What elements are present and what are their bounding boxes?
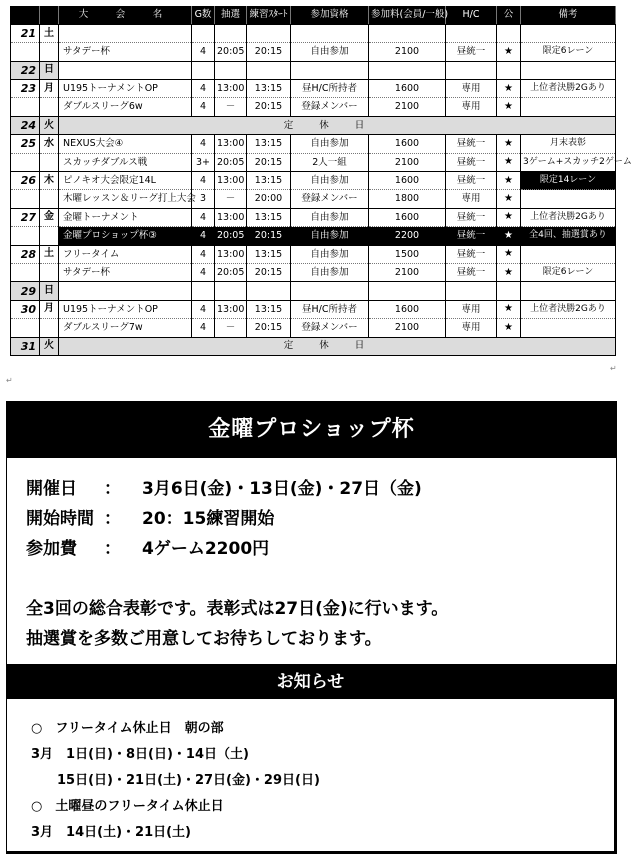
draw-time: 20:05 xyxy=(215,227,247,245)
practice-start: 20:00 xyxy=(247,190,291,208)
info-colon: ： xyxy=(104,539,121,559)
entry-fee: 2100 xyxy=(369,153,446,171)
practice-start: 20:15 xyxy=(247,263,291,281)
event-name xyxy=(59,282,192,300)
table-row xyxy=(11,245,616,263)
notice-message-1: 全3回の総合表彰です。表彰式は27日(金)に行います。 xyxy=(26,599,449,619)
oshirase-line: ○ 土曜昼のフリータイム休止日 xyxy=(31,799,224,814)
weekday: 日 xyxy=(40,282,59,300)
info-label: 開始時間 xyxy=(26,509,94,529)
handicap: 昼統一 xyxy=(446,172,497,190)
weekday xyxy=(40,98,59,116)
table-row xyxy=(11,190,616,208)
day-number xyxy=(11,98,40,116)
header-note: 備考 xyxy=(521,6,616,24)
day-number xyxy=(11,227,40,245)
event-name: フリータイム xyxy=(59,245,192,263)
note xyxy=(521,282,616,300)
header-weekday xyxy=(40,6,59,24)
header-games: G数 xyxy=(192,6,215,24)
info-label: 開催日 xyxy=(26,479,77,499)
handicap xyxy=(446,61,497,79)
draw-time: 13:00 xyxy=(215,208,247,226)
info-colon: ： xyxy=(104,479,121,499)
public-mark xyxy=(497,61,521,79)
info-value: 20：15練習開始 xyxy=(142,509,275,529)
practice-start: 13:15 xyxy=(247,208,291,226)
day-number xyxy=(11,319,40,337)
day-number: 21 xyxy=(11,24,40,42)
schedule-body xyxy=(11,24,632,355)
practice-start: 13:15 xyxy=(247,300,291,318)
weekday: 火 xyxy=(40,337,59,355)
public-mark: ★ xyxy=(497,43,521,61)
handicap: 昼統一 xyxy=(446,263,497,281)
draw-time: 20:05 xyxy=(215,263,247,281)
note: 限定14レーン xyxy=(521,172,616,190)
info-value: 4ゲーム2200円 xyxy=(142,539,270,559)
qualification xyxy=(291,24,369,42)
table-row xyxy=(11,116,616,134)
public-mark: ★ xyxy=(497,80,521,98)
note xyxy=(521,24,616,42)
note xyxy=(521,245,616,263)
entry-fee: 1600 xyxy=(369,135,446,153)
day-number: 25 xyxy=(11,135,40,153)
info-label: 参加費 xyxy=(26,539,77,559)
day-number: 23 xyxy=(11,80,40,98)
oshirase-title: お知らせ xyxy=(7,665,614,699)
practice-start xyxy=(247,282,291,300)
header-practice-start: 練習ｽﾀｰﾄ xyxy=(247,6,291,24)
entry-fee: 2100 xyxy=(369,319,446,337)
qualification: 自由参加 xyxy=(291,43,369,61)
table-row xyxy=(11,43,616,61)
handicap: 専用 xyxy=(446,98,497,116)
practice-start: 20:15 xyxy=(247,43,291,61)
weekday xyxy=(40,153,59,171)
note xyxy=(521,319,616,337)
event-name: ダブルスリーグ6w xyxy=(59,98,192,116)
schedule-table xyxy=(10,6,632,356)
table-row xyxy=(11,337,616,355)
note: 上位者決勝2Gあり xyxy=(521,300,616,318)
practice-start: 20:15 xyxy=(247,227,291,245)
draw-time xyxy=(215,24,247,42)
practice-start: 20:15 xyxy=(247,98,291,116)
handicap: 専用 xyxy=(446,80,497,98)
paragraph-mark: ↵ xyxy=(610,364,617,373)
weekday xyxy=(40,227,59,245)
oshirase-line: 3月 1日(日)・8日(日)・14日（土) xyxy=(31,747,249,762)
draw-time: 20:05 xyxy=(215,43,247,61)
note: 限定6レーン xyxy=(521,43,616,61)
event-name: ダブルスリーグ7w xyxy=(59,319,192,337)
notice-box xyxy=(6,401,617,665)
games-count xyxy=(192,24,215,42)
weekday: 土 xyxy=(40,245,59,263)
weekday: 月 xyxy=(40,300,59,318)
table-row xyxy=(11,80,616,98)
table-row xyxy=(11,227,616,245)
day-number xyxy=(11,263,40,281)
draw-time: 20:05 xyxy=(215,153,247,171)
draw-time xyxy=(215,61,247,79)
weekday: 水 xyxy=(40,135,59,153)
games-count: 3+ xyxy=(192,153,215,171)
table-row xyxy=(11,300,616,318)
handicap: 昼統一 xyxy=(446,245,497,263)
public-mark: ★ xyxy=(497,172,521,190)
note: 限定6レーン xyxy=(521,263,616,281)
qualification xyxy=(291,61,369,79)
note: 3ゲーム+スカッチ2ゲーム xyxy=(521,153,616,171)
entry-fee: 2100 xyxy=(369,98,446,116)
games-count xyxy=(192,282,215,300)
header-day xyxy=(11,6,40,24)
games-count: 4 xyxy=(192,227,215,245)
handicap xyxy=(446,282,497,300)
practice-start xyxy=(247,24,291,42)
practice-start: 13:15 xyxy=(247,80,291,98)
qualification: 昼H/C所持者 xyxy=(291,80,369,98)
practice-start xyxy=(247,61,291,79)
entry-fee: 2200 xyxy=(369,227,446,245)
table-header-row xyxy=(11,6,616,24)
draw-time: 13:00 xyxy=(215,245,247,263)
public-mark xyxy=(497,282,521,300)
day-number: 29 xyxy=(11,282,40,300)
day-number: 26 xyxy=(11,172,40,190)
public-mark: ★ xyxy=(497,263,521,281)
games-count xyxy=(192,61,215,79)
note: 月末表彰 xyxy=(521,135,616,153)
event-name xyxy=(59,24,192,42)
notice-message-2: 抽選賞を多数ご用意してお待ちしております。 xyxy=(26,629,382,649)
weekday: 火 xyxy=(40,116,59,134)
games-count: 4 xyxy=(192,319,215,337)
table-row xyxy=(11,172,616,190)
entry-fee: 1600 xyxy=(369,172,446,190)
entry-fee: 2100 xyxy=(369,263,446,281)
qualification xyxy=(291,282,369,300)
table-row xyxy=(11,98,616,116)
practice-start: 20:15 xyxy=(247,153,291,171)
handicap xyxy=(446,24,497,42)
practice-start: 13:15 xyxy=(247,245,291,263)
qualification: 2人一組 xyxy=(291,153,369,171)
weekday: 金 xyxy=(40,208,59,226)
note: 上位者決勝2Gあり xyxy=(521,208,616,226)
games-count: 4 xyxy=(192,300,215,318)
note xyxy=(521,190,616,208)
info-colon: ： xyxy=(104,509,121,529)
event-name: 金曜プロショップ杯③ xyxy=(59,227,192,245)
oshirase-line: 3月 14日(土)・21日(土) xyxy=(31,825,191,840)
closed-day-label: 定休日 xyxy=(59,116,616,134)
day-number: 22 xyxy=(11,61,40,79)
handicap: 専用 xyxy=(446,300,497,318)
games-count: 4 xyxy=(192,172,215,190)
event-name: U195トーナメントOP xyxy=(59,80,192,98)
day-number: 28 xyxy=(11,245,40,263)
oshirase-box xyxy=(6,664,617,854)
qualification: 昼H/C所持者 xyxy=(291,300,369,318)
draw-time: － xyxy=(215,319,247,337)
entry-fee xyxy=(369,61,446,79)
public-mark: ★ xyxy=(497,208,521,226)
entry-fee: 1600 xyxy=(369,208,446,226)
table-row xyxy=(11,24,616,42)
header-hc: H/C xyxy=(446,6,497,24)
qualification: 自由参加 xyxy=(291,245,369,263)
handicap: 昼統一 xyxy=(446,43,497,61)
event-name: ピノキオ大会限定14L xyxy=(59,172,192,190)
draw-time: － xyxy=(215,190,247,208)
info-value: 3月6日(金)・13日(金)・27日（金) xyxy=(142,479,422,499)
handicap: 昼統一 xyxy=(446,153,497,171)
games-count: 4 xyxy=(192,98,215,116)
event-name xyxy=(59,61,192,79)
header-qualification: 参加資格 xyxy=(291,6,369,24)
entry-fee: 2100 xyxy=(369,43,446,61)
draw-time: 13:00 xyxy=(215,172,247,190)
handicap: 専用 xyxy=(446,190,497,208)
draw-time xyxy=(215,282,247,300)
games-count: 4 xyxy=(192,43,215,61)
event-name: 木曜レッスン＆リーグ打上大会 xyxy=(59,190,192,208)
table-row xyxy=(11,282,616,300)
qualification: 登録メンバー xyxy=(291,319,369,337)
table-row xyxy=(11,153,616,171)
info-row-date xyxy=(26,474,422,499)
draw-time: － xyxy=(215,98,247,116)
paragraph-mark: ↵ xyxy=(6,376,13,385)
public-mark: ★ xyxy=(497,135,521,153)
games-count: 4 xyxy=(192,135,215,153)
event-name: サタデー杯 xyxy=(59,263,192,281)
header-fee: 参加料(会員/一般) xyxy=(369,6,446,24)
day-number: 31 xyxy=(11,337,40,355)
entry-fee: 1500 xyxy=(369,245,446,263)
note: 上位者決勝2Gあり xyxy=(521,80,616,98)
day-number xyxy=(11,190,40,208)
practice-start: 13:15 xyxy=(247,172,291,190)
event-name: サタデー杯 xyxy=(59,43,192,61)
games-count: 3 xyxy=(192,190,215,208)
entry-fee: 1800 xyxy=(369,190,446,208)
weekday: 土 xyxy=(40,24,59,42)
weekday xyxy=(40,43,59,61)
public-mark: ★ xyxy=(497,190,521,208)
table-row xyxy=(11,135,616,153)
weekday xyxy=(40,263,59,281)
qualification: 自由参加 xyxy=(291,172,369,190)
table-row xyxy=(11,319,616,337)
handicap: 昼統一 xyxy=(446,227,497,245)
games-count: 4 xyxy=(192,80,215,98)
event-name: U195トーナメントOP xyxy=(59,300,192,318)
draw-time: 13:00 xyxy=(215,80,247,98)
table-row xyxy=(11,263,616,281)
table-row xyxy=(11,208,616,226)
games-count: 4 xyxy=(192,245,215,263)
games-count: 4 xyxy=(192,263,215,281)
qualification: 登録メンバー xyxy=(291,190,369,208)
header-draw: 抽選 xyxy=(215,6,247,24)
public-mark: ★ xyxy=(497,245,521,263)
day-number: 24 xyxy=(11,116,40,134)
day-number: 27 xyxy=(11,208,40,226)
event-name: NEXUS大会④ xyxy=(59,135,192,153)
info-row-fee xyxy=(26,534,269,559)
draw-time: 13:00 xyxy=(215,135,247,153)
weekday: 月 xyxy=(40,80,59,98)
qualification: 自由参加 xyxy=(291,263,369,281)
qualification: 自由参加 xyxy=(291,227,369,245)
note: 全4回、抽選賞あり xyxy=(521,227,616,245)
weekday: 日 xyxy=(40,61,59,79)
entry-fee: 1600 xyxy=(369,80,446,98)
day-number xyxy=(11,153,40,171)
public-mark: ★ xyxy=(497,300,521,318)
header-public: 公 xyxy=(497,6,521,24)
handicap: 昼統一 xyxy=(446,208,497,226)
event-name: スカッチダブルス戦 xyxy=(59,153,192,171)
oshirase-line: 15日(日)・21日(土)・27日(金)・29日(日) xyxy=(31,773,320,788)
weekday xyxy=(40,319,59,337)
practice-start: 20:15 xyxy=(247,319,291,337)
games-count: 4 xyxy=(192,208,215,226)
weekday: 木 xyxy=(40,172,59,190)
public-mark: ★ xyxy=(497,153,521,171)
table-row xyxy=(11,61,616,79)
public-mark: ★ xyxy=(497,227,521,245)
closed-day-label: 定休日 xyxy=(59,337,616,355)
public-mark xyxy=(497,24,521,42)
qualification: 登録メンバー xyxy=(291,98,369,116)
public-mark: ★ xyxy=(497,98,521,116)
qualification: 自由参加 xyxy=(291,135,369,153)
note xyxy=(521,61,616,79)
weekday xyxy=(40,190,59,208)
entry-fee xyxy=(369,24,446,42)
notice-title: 金曜プロショップ杯 xyxy=(7,402,616,458)
entry-fee: 1600 xyxy=(369,300,446,318)
public-mark: ★ xyxy=(497,319,521,337)
handicap: 専用 xyxy=(446,319,497,337)
draw-time: 13:00 xyxy=(215,300,247,318)
header-name: 大 会 名 xyxy=(59,6,192,24)
day-number: 30 xyxy=(11,300,40,318)
practice-start: 13:15 xyxy=(247,135,291,153)
note xyxy=(521,98,616,116)
info-row-time xyxy=(26,504,274,529)
day-number xyxy=(11,43,40,61)
entry-fee xyxy=(369,282,446,300)
handicap: 昼統一 xyxy=(446,135,497,153)
qualification: 自由参加 xyxy=(291,208,369,226)
event-name: 金曜トーナメント xyxy=(59,208,192,226)
oshirase-line: ○ フリータイム休止日 朝の部 xyxy=(31,721,224,736)
